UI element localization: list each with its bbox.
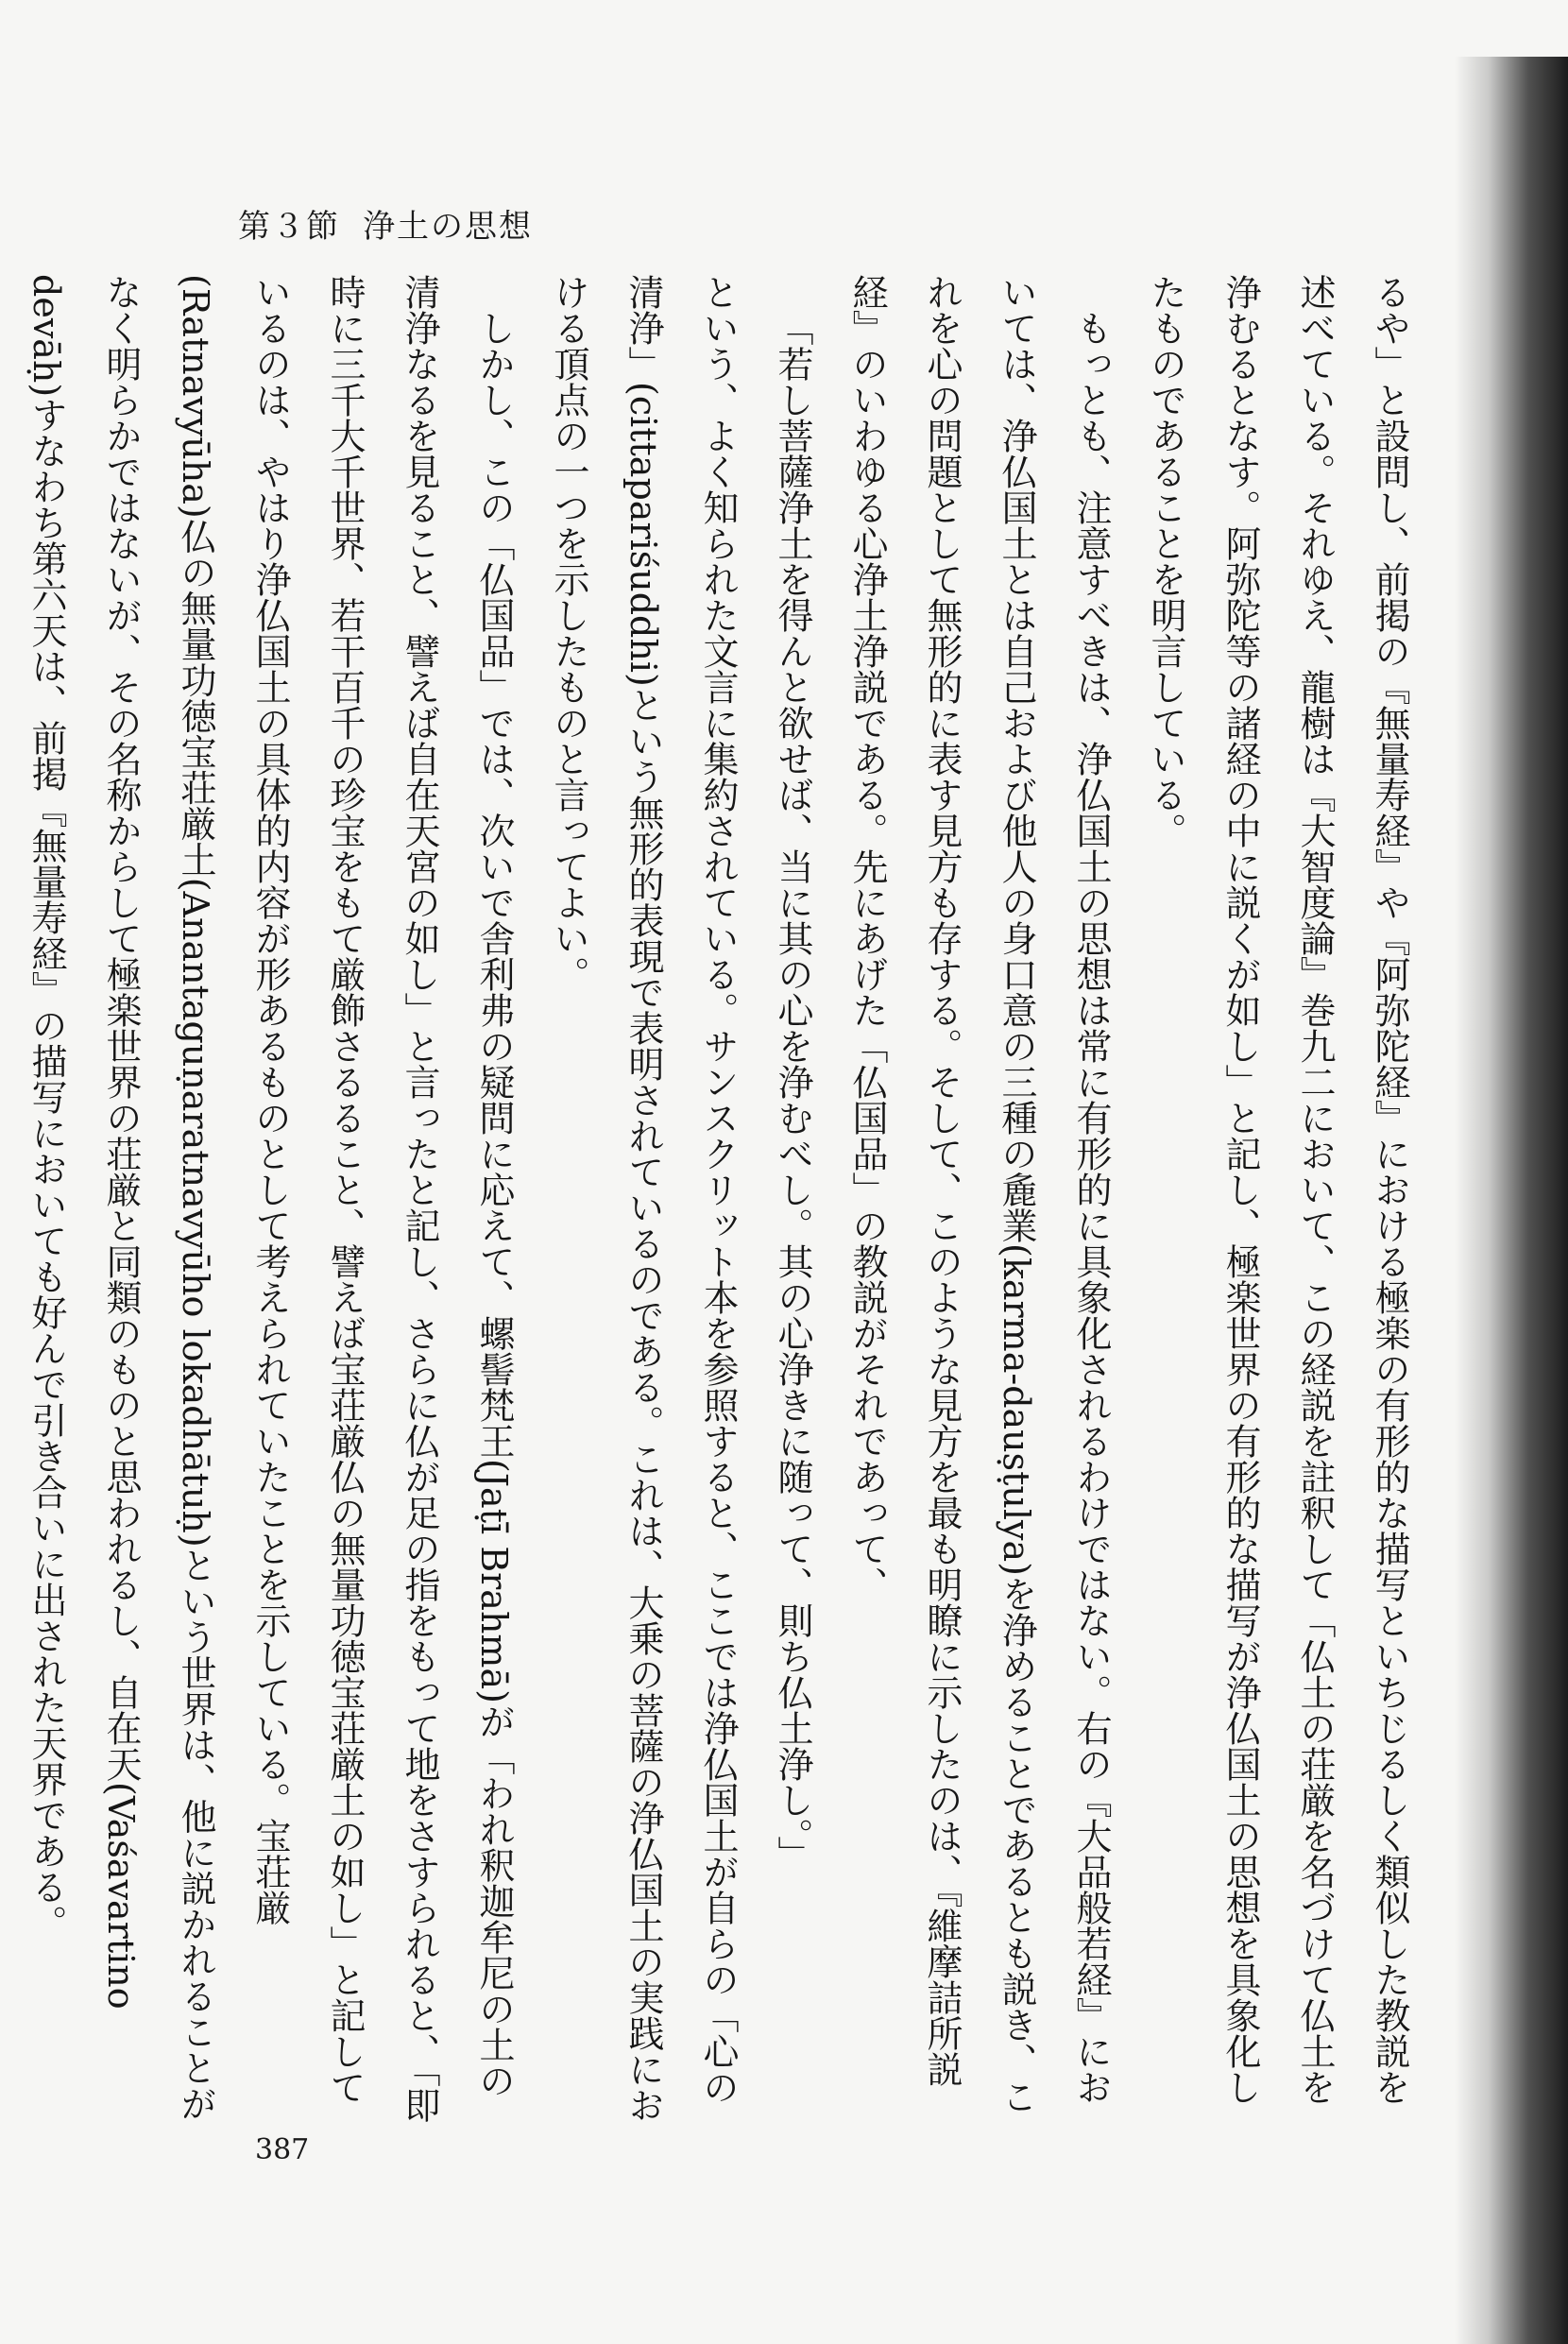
- paragraph-1: るや」と設問し、前掲の『無量寿経』や『阿弥陀経』における極楽の有形的な描写といちじるしく類似した教説を述べている。それゆえ、龍樹は『大智度論』巻九二において、この経説を註釈して「仏土の荘厳を名づけて仏土を浄むるとなす。阿弥陀等の諸経の中に説くが如し」と記し、極楽世界の有形的な描写が浄仏国土の思想を具象化したものであることを明言している。: [1145, 274, 1410, 2105]
- paragraph-4: しかし、この「仏国品」では、次いで舎利弗の疑問に応えて、螺髻梵王(Jaṭī Brahmā)が「われ釈迦牟尼の土の清浄なるを見ること、譬えば自在天宮の如し」と言ったと記し、さらに仏が足の指をもって地をさすられると、「即時に三千大千世界、若干百千の珍宝をもて厳飾さるること、譬えば宝荘厳仏の無量功徳宝荘厳土の如し」と記しているのは、やはり浄仏国土の具体的内容が形あるものとして考えられていたことを示している。宝荘厳(Ratnavyūha)仏の無量功徳宝荘厳土(Anantaguṇaratnavyūho lokadhātuḥ)という世界は、他に説かれることがなく明らかではないが、その名称からして極楽世界の荘厳と同類のものと思われるし、自在天(Vaśavartino devāḥ)すなわち第六天は、前掲『無量寿経』の描写においても好んで引き合いに出された天界である。: [26, 274, 515, 2123]
- paragraph-3: という、よく知られた文言に集約されている。サンスクリット本を参照すると、ここでは浄仏国土が自らの「心の清浄」(cittapariśuddhi)という無形的表現で表明されているのである。これは、大乗の菩薩の浄仏国土の実践における頂点の一つを示したものと言ってよい。: [548, 274, 739, 2123]
- running-header: [238, 200, 555, 247]
- vertical-body-text: [26, 274, 1426, 2130]
- paragraph-2: もっとも、注意すべきは、浄仏国土の思想は常に有形的に具象化されるわけではない。右の『大品般若経』においては、浄仏国土とは自己および他人の身口意の三種の麁業(karma-dauṣṭulya)を浄めることであるとも説き、これを心の問題として無形的に表す見方も存する。そして、このような見方を最も明瞭に示したのは、『維摩詰所説経』のいわゆる心浄土浄説である。先にあげた「仏国品」の教説がそれであって、: [846, 274, 1112, 2115]
- section-number: 第３節: [238, 208, 340, 246]
- quotation: 「若し菩薩浄土を得んと欲せば、当に其の心を浄むべし。其の心浄きに随って、則ち仏土浄し。」: [772, 310, 813, 1872]
- page-edge-shadow: [1455, 57, 1568, 2344]
- section-title: 浄土の思想: [363, 208, 533, 246]
- page-number: 387: [255, 2133, 310, 2166]
